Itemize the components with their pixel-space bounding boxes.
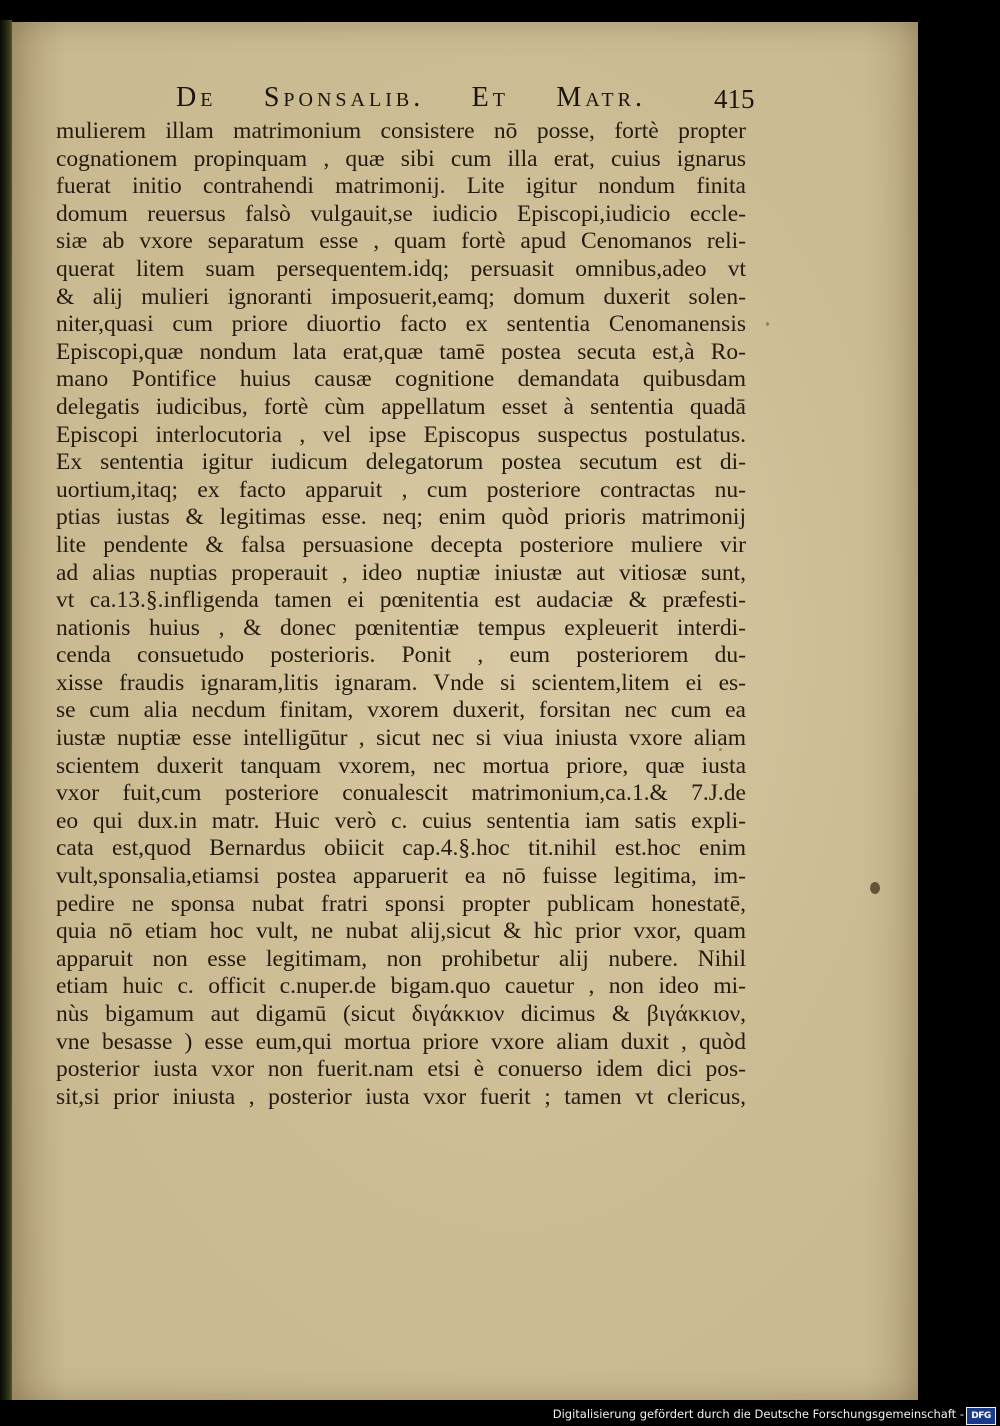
- text-line: Episcopi interlocutoria , vel ipse Episcopus suspectus postulatus.: [56, 421, 746, 448]
- running-title-word: De: [176, 82, 217, 113]
- text-line: vxor fuit,cum posteriore conualescit matrimonium,ca.1.& 7.J.de: [56, 780, 746, 807]
- text-line: uortium,itaq; ex facto apparuit , cum posteriore contractas nu-: [56, 476, 746, 503]
- text-line: querat litem suam persequentem.idq; persuasit omnibus,adeo vt: [56, 255, 746, 282]
- text-line: etiam huic c. officit c.nuper.de bigam.quo cauetur , non ideo mi-: [56, 973, 746, 1000]
- text-line: ad alias nuptias properauit , ideo nuptiæ iniustæ aut vitiosæ sunt,: [56, 559, 746, 586]
- text-line: delegatis iudicibus, fortè cùm appellatum esset à sententia quadā: [56, 393, 746, 420]
- text-line: nationis huius , & donec pœnitentiæ tempus expleuerit interdi-: [56, 614, 746, 641]
- text-line: fuerat initio contrahendi matrimonij. Lite igitur nondum finita: [56, 173, 746, 200]
- text-line: cognationem propinquam , quæ sibi cum illa erat, cuius ignarus: [56, 145, 746, 172]
- text-line: xisse fraudis ignaram,litis ignaram. Vnde si scientem,litem ei es-: [56, 669, 746, 696]
- text-line: domum reuersus falsò vulgauit,se iudicio Episcopi,iudicio eccle-: [56, 200, 746, 227]
- running-title-word: Sponsalib.: [263, 82, 425, 113]
- text-line: ptias iustas & legitimas esse. neq; enim quòd prioris matrimonij: [56, 504, 746, 531]
- running-title: [176, 82, 646, 114]
- text-line: mulierem illam matrimonium consistere nō posse, fortè propter: [56, 118, 746, 144]
- body-text-block: [56, 118, 746, 1111]
- text-line: cenda consuetudo posterioris. Ponit , eum posteriorem du-: [56, 642, 746, 669]
- text-line: Ex sententia igitur iudicum delegatorum postea secutum est di-: [56, 449, 746, 476]
- text-line: apparuit non esse legitimam, non prohibetur alij nubere. Nihil: [56, 945, 746, 972]
- text-line: nùs bigamum aut digamū (sicut διγάκκιον dicimus & βιγάκκιον,: [56, 1001, 746, 1027]
- ink-spot: [766, 322, 769, 326]
- book-spine-edge: [0, 20, 12, 1400]
- text-line: iustæ nuptiæ esse intelligūtur , sicut nec si viua iniusta vxore aliam: [56, 725, 746, 752]
- text-line: cata est,quod Bernardus obiicit cap.4.§.hoc tit.nihil est.hoc enim: [56, 835, 746, 862]
- running-title-word: Et: [471, 82, 509, 113]
- page-number: 415: [714, 84, 755, 114]
- ink-spot: [870, 882, 880, 894]
- text-line: scientem duxerit tanquam vxorem, nec mortua priore, quæ iusta: [56, 752, 746, 779]
- text-line: se cum alia necdum finitam, vxorem duxerit, forsitan nec cum ea: [56, 697, 746, 724]
- text-line: vt ca.13.§.infligenda tamen ei pœnitentia est audaciæ & præfesti-: [56, 587, 746, 614]
- text-line: mano Pontifice huius causæ cognitione demandata quibusdam: [56, 366, 746, 393]
- text-line: pedire ne sponsa nubat fratri sponsi propter publicam honestatē,: [56, 890, 746, 917]
- text-line: eo qui dux.in matr. Huic verò c. cuius sententia iam satis expli-: [56, 807, 746, 834]
- text-line: quia nō etiam hoc vult, ne nubat alij,sicut & hìc prior vxor, quam: [56, 918, 746, 945]
- text-line: siæ ab vxore separatum esse , quam fortè apud Cenomanos reli-: [56, 228, 746, 255]
- text-line: sit,si prior iniusta , posterior iusta vxor fuerit ; tamen vt clericus,: [56, 1083, 746, 1110]
- funding-credit: Digitalisierung gefördert durch die Deutsche Forschungsgemeinschaft -: [552, 1407, 964, 1421]
- running-title-word: Matr.: [556, 82, 646, 113]
- running-header: [0, 78, 1000, 118]
- text-line: Episcopi,quæ nondum lata erat,quæ tamē postea secuta est,à Ro-: [56, 338, 746, 365]
- text-line: posterior iusta vxor non fuerit.nam etsi è conuerso idem dici pos-: [56, 1056, 746, 1083]
- footer-bar: [0, 1404, 1000, 1426]
- text-line: & alij mulieri ignoranti imposuerit,eamq; domum duxerit solen-: [56, 283, 746, 310]
- text-line: niter,quasi cum priore diuortio facto ex sententia Cenomanensis: [56, 311, 746, 338]
- text-line: lite pendente & falsa persuasione decepta posteriore muliere vir: [56, 531, 746, 558]
- dfg-logo: DFG: [966, 1407, 996, 1425]
- text-line: vne besasse ) esse eum,qui mortua priore vxore aliam duxit , quòd: [56, 1028, 746, 1055]
- text-line: vult,sponsalia,etiamsi postea apparuerit ea nō fuisse legitima, im-: [56, 863, 746, 890]
